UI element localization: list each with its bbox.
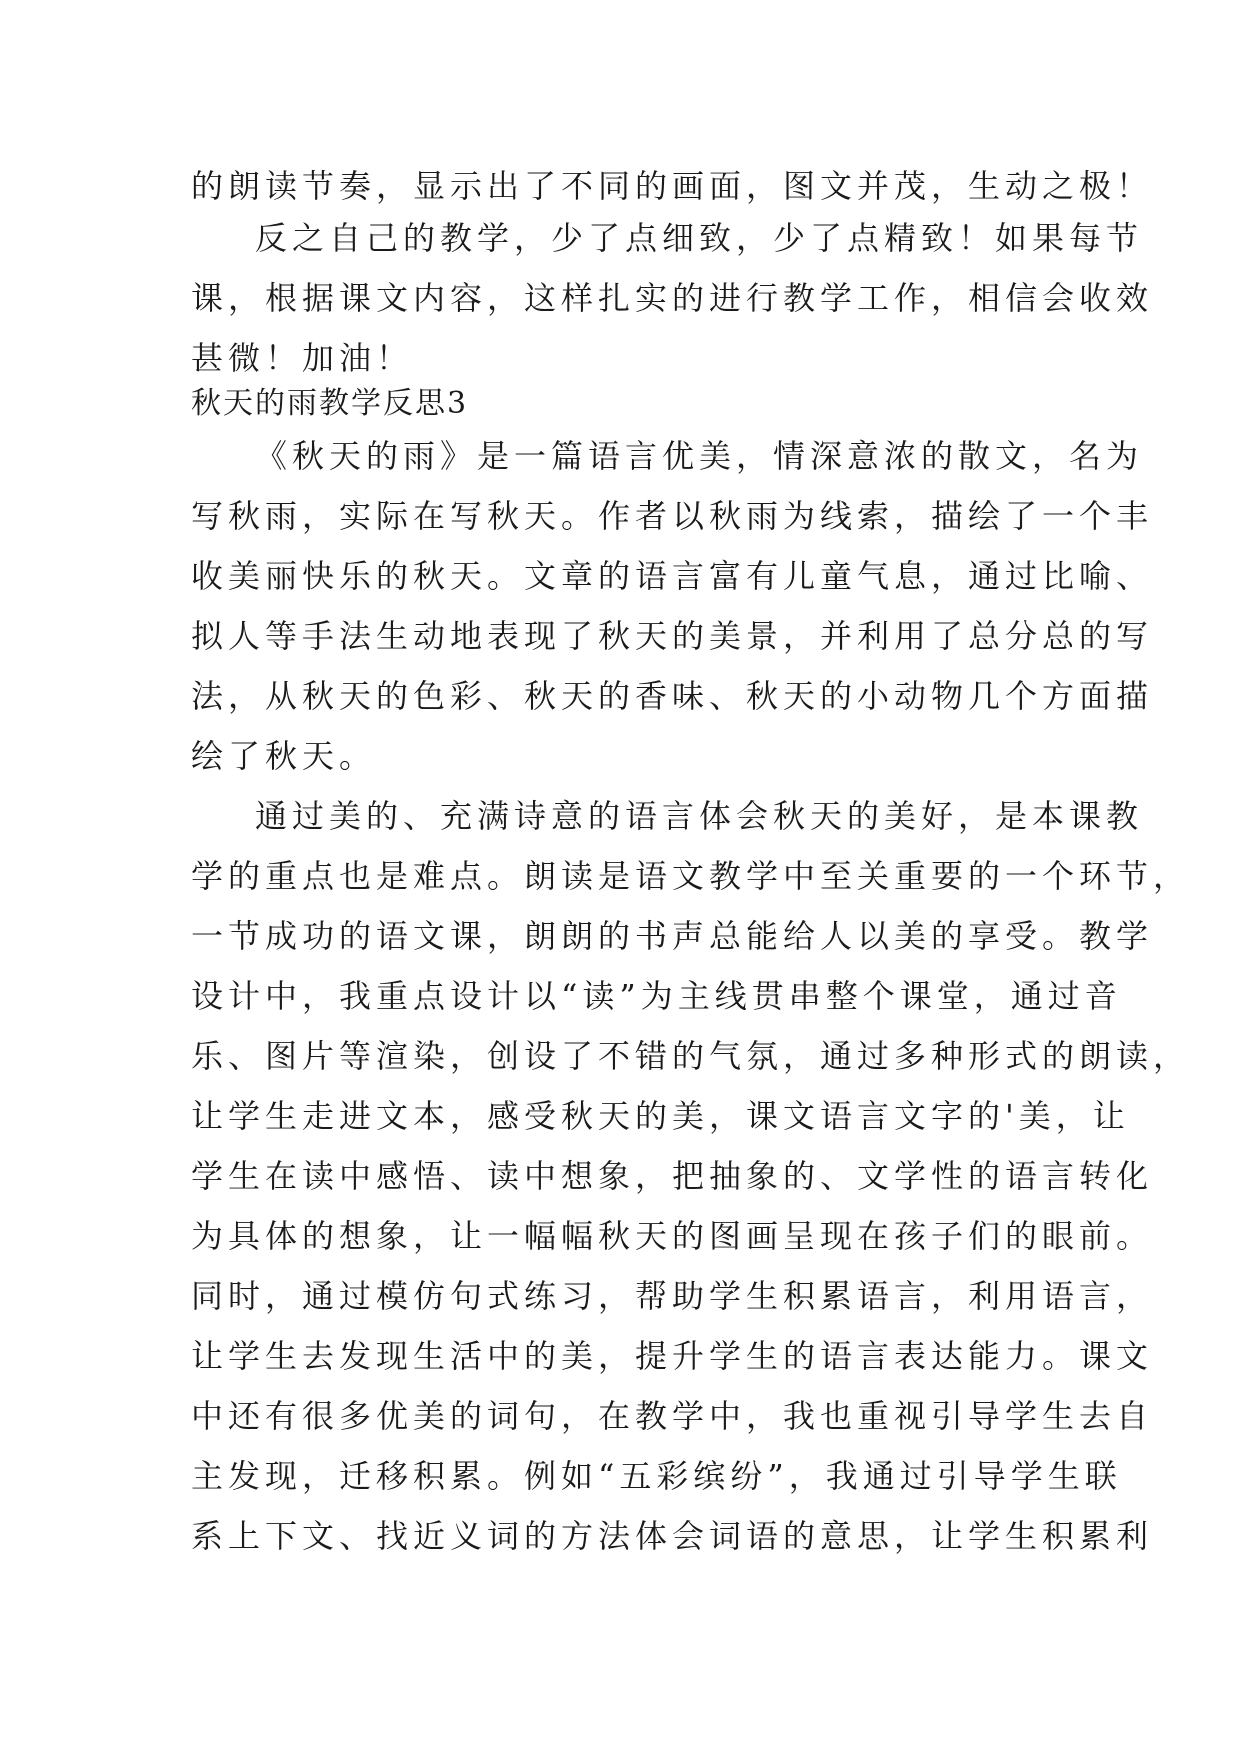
text-line: 反之自己的教学，少了点细致，少了点精致！如果每节 bbox=[255, 219, 1144, 257]
text-line: 甚微！加油！ bbox=[191, 339, 414, 377]
paragraph-reflection bbox=[191, 208, 1154, 388]
text-line: 一节成功的语文课，朗朗的书声总能给人以美的享受。教学 bbox=[191, 917, 1154, 955]
text-line: 法，从秋天的色彩、秋天的香味、秋天的小动物几个方面描 bbox=[191, 677, 1154, 715]
text-line: 让学生去发现生活中的美，提升学生的语言表达能力。课文 bbox=[191, 1337, 1154, 1375]
paragraph-intro bbox=[191, 426, 1154, 786]
text-line: 通过美的、充满诗意的语言体会秋天的美好，是本课教 bbox=[255, 797, 1144, 835]
text-line: 同时，通过模仿句式练习，帮助学生积累语言，利用语言， bbox=[191, 1277, 1154, 1315]
text-line: 系上下文、找近义词的方法体会词语的意思，让学生积累利 bbox=[191, 1517, 1154, 1555]
paragraph-continued bbox=[191, 156, 1154, 216]
text-line: 乐、图片等渲染，创设了不错的气氛，通过多种形式的朗读， bbox=[191, 1037, 1191, 1075]
text-line: 设计中，我重点设计以“读”为主线贯串整个课堂，通过音 bbox=[191, 977, 1122, 1015]
section-title: 秋天的雨教学反思3 bbox=[191, 386, 469, 421]
text-line: 收美丽快乐的秋天。文章的语言富有儿童气息，通过比喻、 bbox=[191, 557, 1154, 595]
section-heading bbox=[191, 374, 1051, 434]
text-line: 拟人等手法生动地表现了秋天的美景，并利用了总分总的写 bbox=[191, 617, 1154, 655]
text-line: 绘了秋天。 bbox=[191, 737, 377, 775]
text-line: 让学生走进文本，感受秋天的美，课文语言文字的'美，让 bbox=[191, 1097, 1130, 1135]
text-line: 中还有很多优美的词句，在教学中，我也重视引导学生去自 bbox=[191, 1397, 1154, 1435]
text-line: 学生在读中感悟、读中想象，把抽象的、文学性的语言转化 bbox=[191, 1157, 1154, 1195]
text-line: 写秋雨，实际在写秋天。作者以秋雨为线索，描绘了一个丰 bbox=[191, 497, 1154, 535]
text-line: 为具体的想象，让一幅幅秋天的图画呈现在孩子们的眼前。 bbox=[191, 1217, 1154, 1255]
text-line: 学的重点也是难点。朗读是语文教学中至关重要的一个环节， bbox=[191, 857, 1191, 895]
text-line: 的朗读节奏，显示出了不同的画面，图文并茂，生动之极！ bbox=[191, 167, 1154, 205]
text-line: 课，根据课文内容，这样扎实的进行教学工作，相信会收效 bbox=[191, 279, 1154, 317]
paragraph-teaching bbox=[191, 786, 1191, 1566]
text-line: 《秋天的雨》是一篇语言优美，情深意浓的散文，名为 bbox=[255, 437, 1144, 475]
text-line: 主发现，迁移积累。例如“五彩缤纷”，我通过引导学生联 bbox=[191, 1457, 1122, 1495]
